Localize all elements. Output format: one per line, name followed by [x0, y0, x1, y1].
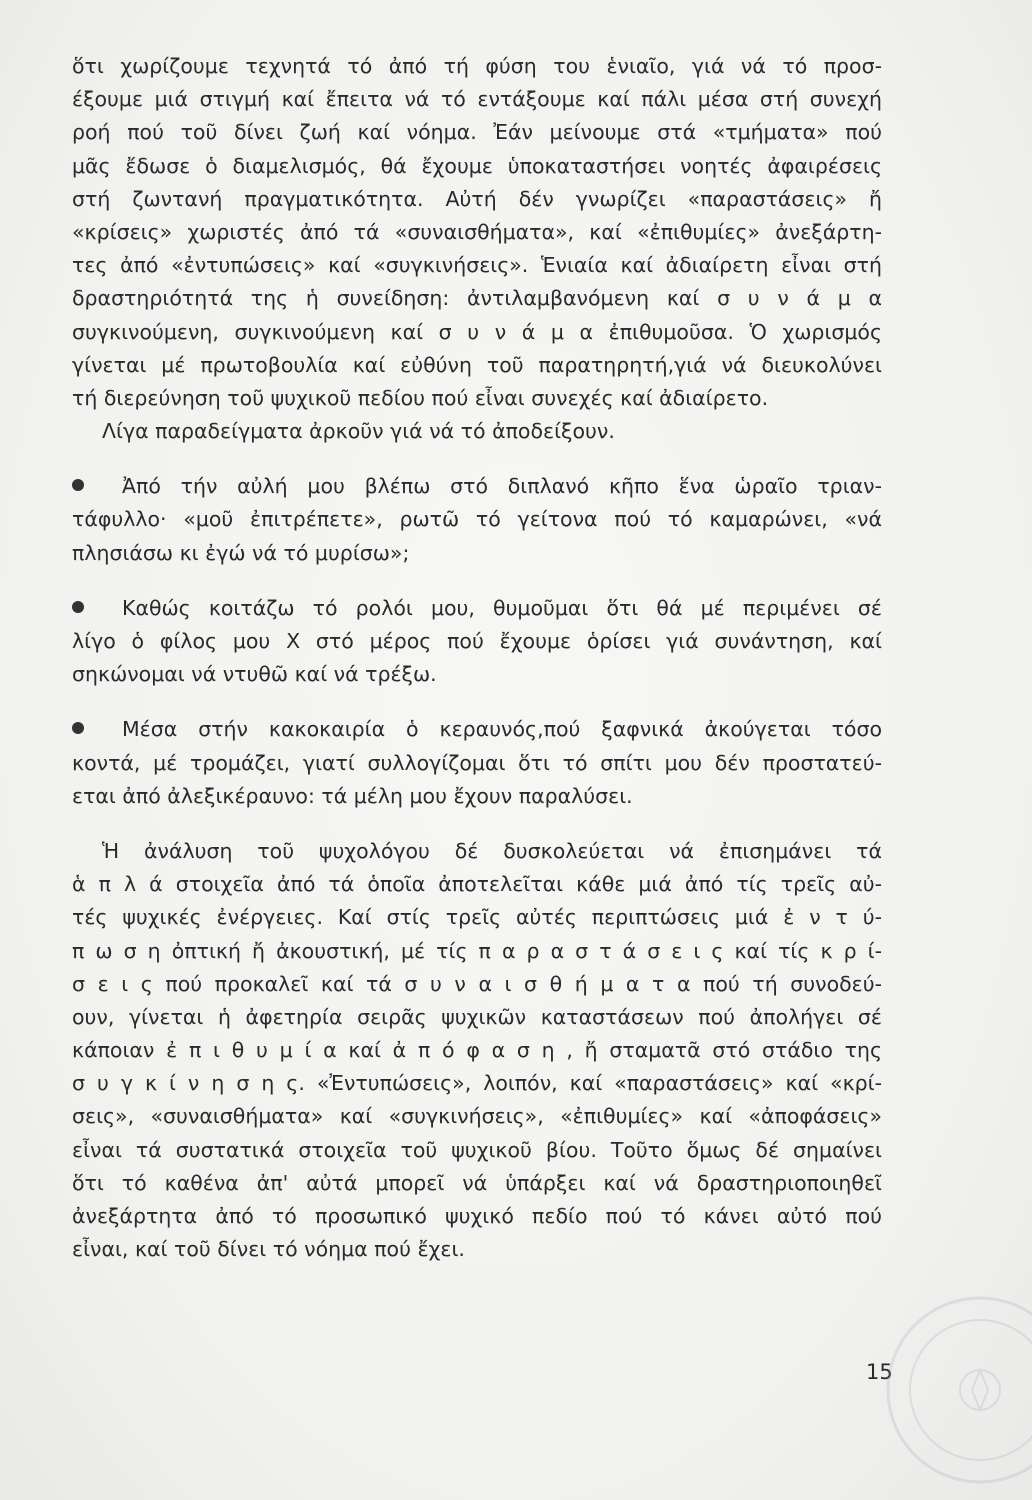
library-stamp-icon	[880, 1290, 1032, 1490]
text-line: ουν, γίνεται ἡ ἀφετηρία σειρᾶς ψυχικῶν καταστάσεων πού ἀπολήγει σέ	[72, 1004, 882, 1029]
text-line: τή διερεύνηση τοῦ ψυχικοῦ πεδίου πού εἶναι συνεχές καί ἀδιαίρετο.	[72, 385, 769, 410]
example-text: Καθώς κοιτάζω τό ρολόι μου, θυμοῦμαι ὅτι θά μέ περιμένει σέ	[122, 595, 882, 620]
text-line: ἁ π λ ά στοιχεῖα ἀπό τά ὁποῖα ἀποτελεῖται κάθε μιά ἀπό τίς τρεῖς αὐ-	[72, 872, 882, 897]
text-line: εται ἀπό ἀλεξικέραυνο: τά μέλη μου ἔχουν παραλύσει.	[72, 783, 633, 808]
bullet-icon	[72, 479, 84, 491]
text-line: τες ἀπό «ἐντυπώσεις» καί «συγκινήσεις». Ἑνιαία καί ἀδιαίρετη εἶναι στή	[72, 253, 882, 278]
text-line: σ ε ι ς πού προκαλεῖ καί τά σ υ ν α ι σ θ ή μ α τ α πού τή συνοδεύ-	[72, 971, 882, 996]
text-line: Ἡ ἀνάλυση τοῦ ψυχολόγου δέ δυσκολεύεται νά ἐπισημάνει τά	[102, 838, 882, 863]
text-line: στή ζωντανή πραγματικότητα. Αὐτή δέν γνωρίζει «παραστάσεις» ἤ	[72, 186, 882, 211]
text-line: συγκινούμενη, συγκινούμενη καί σ υ ν ά μ α ἐπιθυμοῦσα. Ὁ χωρισμός	[72, 319, 882, 344]
text-line: εἶναι τά συστατικά στοιχεῖα τοῦ ψυχικοῦ βίου. Τοῦτο ὅμως δέ σημαίνει	[72, 1137, 882, 1162]
text-line: «κρίσεις» χωριστές ἀπό τά «συναισθήματα», καί «ἐπιθυμίες» ἀνεξάρτη-	[72, 219, 882, 244]
text-line: κάποιαν ἐ π ι θ υ μ ί α καί ἀ π ό φ α σ η , ἤ σταματᾶ στό στάδιο της	[72, 1038, 882, 1063]
text-line: κοντά, μέ τρομάζει, γιατί συλλογίζομαι ὅτι τό σπίτι μου δέν προστατεύ-	[72, 750, 882, 775]
body-text	[72, 50, 882, 1266]
text-line: τάφυλλο· «μοῦ ἐπιτρέπετε», ρωτῶ τό γείτονα πού τό καμαρώνει, «νά	[72, 507, 882, 532]
example-line	[72, 592, 882, 625]
text-line: ὅτι χωρίζουμε τεχνητά τό ἀπό τή φύση του ἑνιαῖο, γιά νά τό προσ-	[72, 54, 882, 78]
text-line: τές ψυχικές ἐνέργειες. Καί στίς τρεῖς αὐτές περιπτώσεις μιά ἐ ν τ ύ-	[72, 905, 882, 930]
paragraph-gap	[72, 813, 882, 835]
text-line: γίνεται μέ πρωτοβουλία καί εὐθύνη τοῦ παρατηρητή,γιά νά διευκολύνει	[72, 352, 882, 377]
text-line: δραστηριότητά της ἡ συνείδηση: ἀντιλαμβανόμενη καί σ υ ν ά μ α	[72, 286, 882, 311]
text-line: ροή πού τοῦ δίνει ζωή καί νόημα. Ἐάν μείνουμε στά «τμήματα» πού	[72, 120, 882, 145]
text-line: Λίγα παραδείγματα ἀρκοῦν γιά νά τό ἀποδείξουν.	[102, 419, 615, 444]
paragraph-gap	[72, 691, 882, 713]
bullet-icon	[72, 601, 84, 613]
example-line	[72, 713, 882, 746]
example-line	[72, 470, 882, 503]
example-text: Μέσα στήν κακοκαιρία ὁ κεραυνός,πού ξαφνικά ἀκούγεται τόσο	[122, 717, 882, 742]
text-line: π ω σ η ὀπτική ἤ ἀκουστική, μέ τίς π α ρ α σ τ ά σ ε ι ς καί τίς κ ρ ί-	[72, 938, 882, 963]
bullet-icon	[72, 722, 84, 734]
text-line: πλησιάσω κι ἐγώ νά τό μυρίσω»;	[72, 540, 410, 565]
text-line: ὅτι τό καθένα ἀπ' αὐτά μπορεῖ νά ὑπάρξει καί νά δραστηριοποιηθεῖ	[72, 1170, 882, 1195]
text-line: σηκώνομαι νά ντυθῶ καί νά τρέξω.	[72, 662, 437, 687]
paragraph-gap	[72, 448, 882, 470]
text-line: έξουμε μιά στιγμή καί ἔπειτα νά τό εντάξουμε καί πάλι μέσα στή συνεχή	[72, 87, 882, 112]
text-line: σεις», «συναισθήματα» καί «συγκινήσεις», «ἐπιθυμίες» καί «ἀποφάσεις»	[72, 1104, 882, 1129]
page-number: 15	[866, 1360, 893, 1384]
text-line: λίγο ὁ φίλος μου Χ στό μέρος πού ἔχουμε ὁρίσει γιά συνάντηση, καί	[72, 629, 882, 653]
text-line: ἀνεξάρτητα ἀπό τό προσωπικό ψυχικό πεδίο πού τό κάνει αὐτό πού	[72, 1204, 882, 1228]
paragraph-gap	[72, 570, 882, 592]
text-line: εἶναι, καί τοῦ δίνει τό νόημα πού ἔχει.	[72, 1237, 465, 1262]
text-line: μᾶς ἔδωσε ὁ διαμελισμός, θά ἔχουμε ὑποκαταστήσει νοητές ἀφαιρέσεις	[72, 153, 882, 178]
text-line: σ υ γ κ ί ν η σ η ς. «Ἐντυπώσεις», λοιπόν, καί «παραστάσεις» καί «κρί-	[72, 1071, 882, 1096]
example-text: Ἀπό τήν αὐλή μου βλέπω στό διπλανό κῆπο ἕνα ὡραῖο τριαν-	[122, 474, 882, 499]
